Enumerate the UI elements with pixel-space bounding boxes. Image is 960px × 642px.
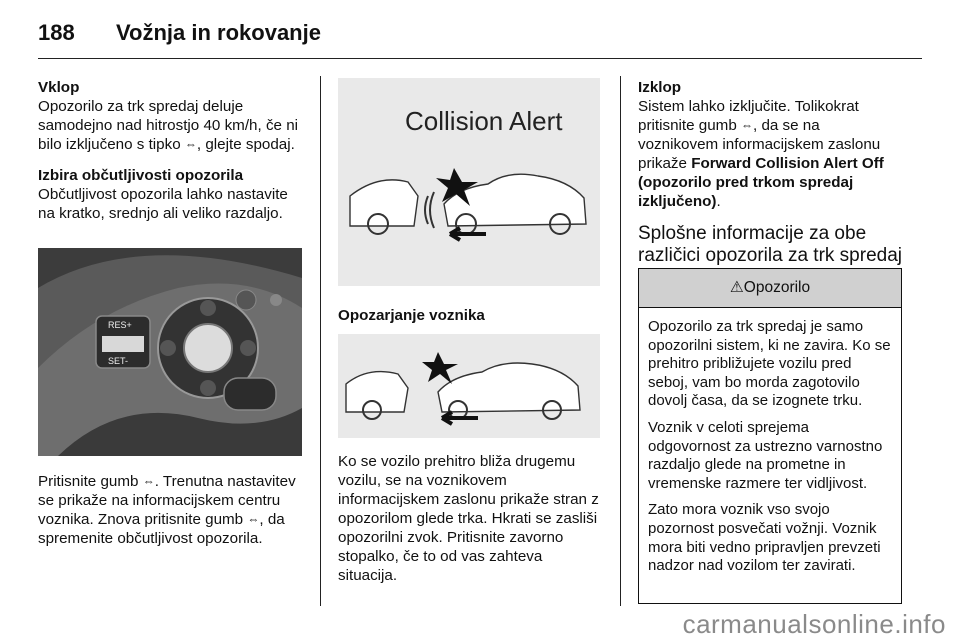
car-gap-icon: ⇔: [184, 137, 197, 151]
warning-triangle-icon: ⚠: [729, 279, 744, 296]
warning-title: Opozorilo: [743, 279, 811, 296]
approach-warning-illustration: [338, 334, 600, 438]
warning-paragraph-3: Zato mora voznik vso svojo pozornost posvečati vožnji. Voznik mora biti vedno pripravljen prevzeti nadzor nad vozilom ter zavirati.: [648, 501, 881, 575]
column-1: [38, 78, 304, 235]
figure-title: Collision Alert: [405, 106, 563, 136]
steering-wheel-figure: [38, 248, 302, 456]
column-divider-1: [320, 76, 321, 606]
warning-box: [638, 268, 902, 604]
driver-alert-paragraph: Ko se vozilo prehitro bliža drugemu vozilu, se na voznikovem informacijskem zaslonu prikaže stran z opozorilom glede trka. Hkrati se zasliši opozorilni zvok. Pritisnite zavorno stopalko, če to od vas zahteva situacija.: [338, 453, 599, 584]
page-title: Vožnja in rokovanje: [116, 20, 321, 45]
warning-paragraph-1: Opozorilo za trk spredaj je samo opozorilni sistem, ki ne zavira. Ko se prehitro približujete vozilu pred seboj, vam bo morda zagotovilo dovolj časa, da se izognete trku.: [648, 318, 891, 410]
warning-body: [639, 308, 901, 576]
res-label: RES+: [108, 320, 132, 330]
car-gap-icon: ⇔: [142, 474, 155, 488]
izklop-heading: Izklop: [638, 79, 682, 96]
watermark: carmanualsonline.info: [682, 609, 946, 639]
steering-wheel-illustration: [38, 248, 302, 456]
warning-paragraph-2: Voznik v celoti sprejema odgovornost za ustrezno varnostno razdaljo glede na prometne in vremenske razmere ter vidljivost.: [648, 418, 883, 492]
car-gap-icon: ⇔: [247, 512, 260, 526]
vklop-paragraph: Opozorilo za trk spredaj deluje samodejno nad hitrostjo 40 km/h, če ni bilo izključeno s tipko ⇔, glejte spodaj.: [38, 98, 299, 153]
driver-alert-figure: [338, 334, 600, 438]
collision-alert-illustration: [338, 78, 600, 286]
warning-header: [639, 269, 901, 308]
driver-alert-heading: Opozarjanje voznika: [338, 307, 485, 324]
set-label: SET-: [108, 356, 129, 366]
izklop-paragraph: Sistem lahko izključite. Tolikokrat pritisnite gumb ⇔, da se na voznikovem informacijskem zaslonu prikaže Forward Collision Alert Off (opozorilo pred trkom spredaj izključeno).: [638, 98, 884, 210]
column-3: [638, 78, 904, 277]
vklop-heading: Vklop: [38, 79, 80, 96]
column-divider-2: [620, 76, 621, 606]
collision-alert-display-figure: [338, 78, 600, 286]
press-button-text: Pritisnite gumb ⇔. Trenutna nastavitev se prikaže na informacijskem centru voznika. Znova pritisnite gumb ⇔, da spremenite občutljivost opozorila.: [38, 473, 296, 547]
sensitivity-heading: Izbira občutljivosti opozorila: [38, 167, 244, 184]
page-header: [38, 16, 922, 50]
general-info-heading: Splošne informacije za obe različici opozorila za trk spredaj: [638, 223, 902, 266]
sensitivity-paragraph: Občutljivost opozorila lahko nastavite na kratko, srednjo ali veliko razdaljo.: [38, 186, 288, 222]
header-divider: [38, 58, 922, 59]
page-number: 188: [38, 20, 75, 45]
car-gap-icon: ⇔: [741, 118, 753, 132]
